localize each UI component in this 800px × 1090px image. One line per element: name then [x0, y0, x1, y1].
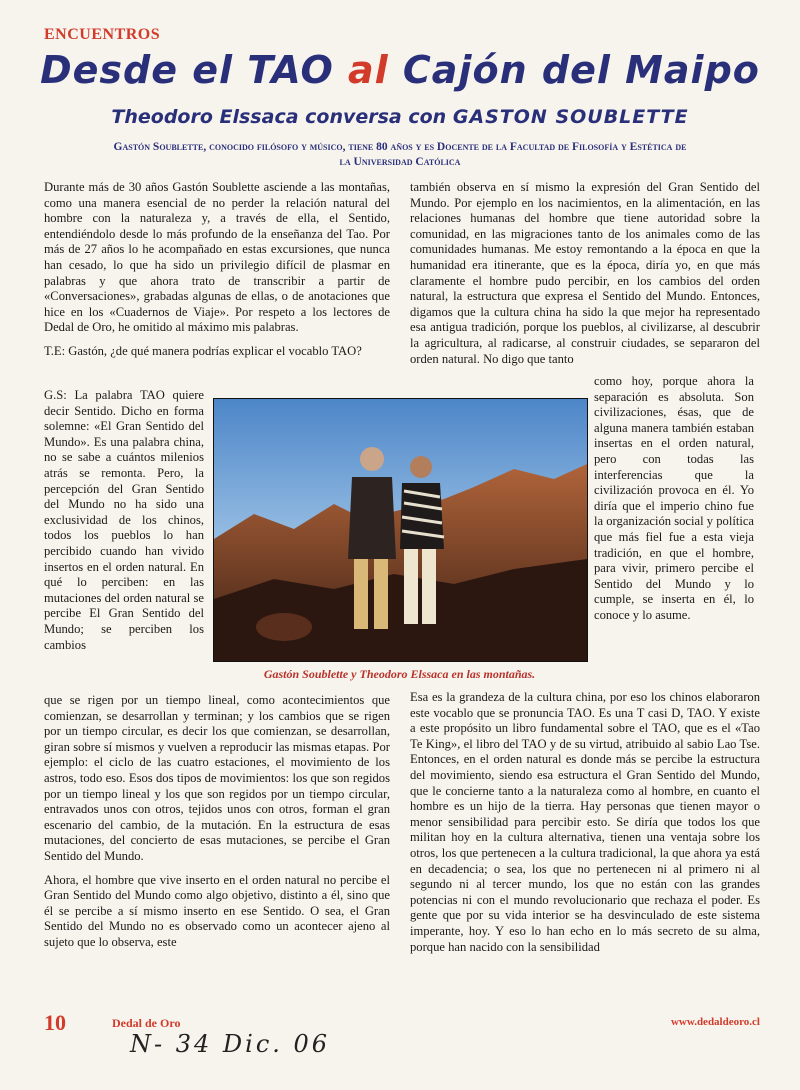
column-left-bottom: [44, 693, 390, 959]
column-right-top: [410, 180, 760, 375]
magazine-url: www.dedaldeoro.cl: [670, 1016, 760, 1028]
article-subtitle: [0, 106, 800, 128]
mountain-photo: [213, 398, 588, 662]
right-top-paragraph: también observa en sí mismo la expresión del Gran Sentido del Mundo. Por ejemplo en los nacimientos, en la alimentación, en las relaciones humanas del hombre que tiene autoridad sobre la comunidad, en las migraciones tanto de los animales como de las comunidades humanas. Me estoy remontando a la época en que la humanidad era itinerante, que es la época, diría yo, en que más claramente el hombre pudo percibir, en los cambios del orden natural, la estructura que expresa el Sentido del Mundo. Entonces, digamos que la cultura china ha sido la que mejor ha representado esa antigua tradición, porque los pueblos, al civilizarse, al descubrir la agricultura, al radicarse, al construir ciudades, se separaron del orden natural. No digo que tanto: [410, 180, 760, 366]
title-part-1: Desde el TAO: [40, 48, 349, 92]
handwritten-annotation: N- 34 Dic. 06: [130, 1030, 331, 1058]
title-part-3: Cajón del Maipo: [388, 48, 760, 92]
subtitle-part-1: Theodoro Elssaca conversa con: [111, 106, 453, 128]
column-left-top: [44, 180, 390, 368]
left-bottom-paragraph-2: Ahora, el hombre que vive inserto en el orden natural no percibe el Gran Sentido del Mundo como algo objetivo, distinto a él, sino que él se percibe a sí mismo inserto en ese Sentido. O sea, el Gran Sentido del Mundo no es observado como un acontecer ajeno al sujeto que lo observa, este: [44, 872, 390, 949]
photo-caption: Gastón Soublette y Theodoro Elssaca en las montañas.: [263, 667, 536, 681]
lead-paragraph: Gastón Soublette, conocido filósofo y músico, tiene 80 años y es Docente de la Facultad de Filosofía y Estética de la Universidad Católica: [113, 141, 687, 168]
left-bottom-paragraph-1: que se rigen por un tiempo lineal, como acontecimientos que comienzan, se desarrollan y terminan; y los cambios que se rigen por un tiempo circular, es decir los que comienzan, se desarrollan, giran sobre sí mismos y vuelven a reproducir las mismas etapas. Por ejemplo: el ciclo de las cuatro estaciones, el movimiento de los astros, todo eso. Esos dos tipos de movimientos: los que son regidos por un tiempo lineal y los que son regidos por un tiempo circular, entravados unos con otros, tejidos unos con otros, forman el gran escenario del cambio, de la mutación. En la estructura de esas mutaciones, del concierto de esas mutaciones, se percibe el Gran Sentido del Mundo.: [44, 693, 390, 863]
intro-paragraph: Durante más de 30 años Gastón Soublette asciende a las montañas, como una manera esencial de no perder la relación natural del hombre con la naturaleza y, a través de ella, el Sentido, entendiéndolo desde lo más profundo de la enseñanza del Tao. Por más de 27 años lo he acompañado en estas excursiones, que nunca han cesado, lo que ha sido un privilegio difícil de plasmar en palabras y que ahora trato de transcribir a partir de «Conversaciones», grabadas algunas de ellas, o de anotaciones que hice en los «Cuadernos de Viaje». Por respeto a los lectores de Dedal de Oro, he omitido al máximo mis palabras.: [44, 180, 390, 335]
right-narrow-paragraph: como hoy, porque ahora la separación es absoluta. Son civilizaciones, ésas, que de alguna manera también estaban insertas en el orden natural, pero con todas las interferencias que la civilización provoca en él. Yo diría que el imperio chino fue la organización social y política que más fiel fue a esta vieja tradición, en que el hombre, para vivir, primero percibe el Sentido del Mundo y lo cumple, se inserta en él, lo conoce y lo asume.: [594, 374, 754, 622]
column-right-narrow: [594, 374, 754, 632]
right-bottom-paragraph: Esa es la grandeza de la cultura china, por eso los chinos elaboraron este vocablo que se pronuncia TAO. Es una T casi D, TAO. Y existe a este propósito un libro fundamental sobre el TAO, que es el «Tao Te King», el libro del TAO y de su virtud, atribuido al sabio Lao Tse. Entonces, en el orden natural es donde más se percibe la estructura del movimiento, siendo esa estructura el Gran Sentido del Mundo, que le concierne tanto a la naturaleza como al hombre, en cuanto el hombre es un hijo de la tierra. Hay personas que tienen mayor o menor sensibilidad para percibir esto. Se diría que todos los que militan hoy en la cultura alternativa, tienen una ventaja sobre los otros, los que pertenecen a la cultura tradicional, la que ahora ya está en decadencia; o sea, los que no pertenecen ni al primero ni al segundo ni al tercer mundo, los que no están con las grandes potencias ni con el mundo revolucionario que rechaza el poder. Es gente que por su vida interior se ha desvinculado de este sistema imperante, hoy. Y eso lo han echo en lo más secreto de su alma, porque han nacido con la sensibilidad: [410, 690, 760, 954]
interview-question: T.E: Gastón, ¿de qué manera podrías explicar el vocablo TAO?: [44, 343, 362, 358]
title-part-2: al: [348, 48, 389, 92]
subtitle-part-2: GASTON SOUBLETTE: [452, 106, 689, 128]
magazine-name: Dedal de Oro: [112, 1016, 181, 1030]
page-number: 10: [44, 1010, 66, 1035]
section-label: ENCUENTROS: [44, 26, 161, 43]
column-left-narrow: [44, 388, 204, 661]
column-right-bottom: [410, 690, 760, 963]
article-title: [0, 48, 800, 92]
answer-paragraph: G.S: La palabra TAO quiere decir Sentido. Dicho en forma solemne: «El Gran Sentido del Mundo». Es una palabra china, no se sabe a cuántos milenios atrás se remonta. Pero, la percepción del Gran Sentido del Mundo no ha sido una exclusividad de los chinos, todos los pueblos lo han percibido cuando han vivido insertos en el orden natural. En qué lo perciben: en las mutaciones del orden natural se percibe El Gran Sentido del Mundo; se perciben los cambios: [44, 388, 204, 652]
